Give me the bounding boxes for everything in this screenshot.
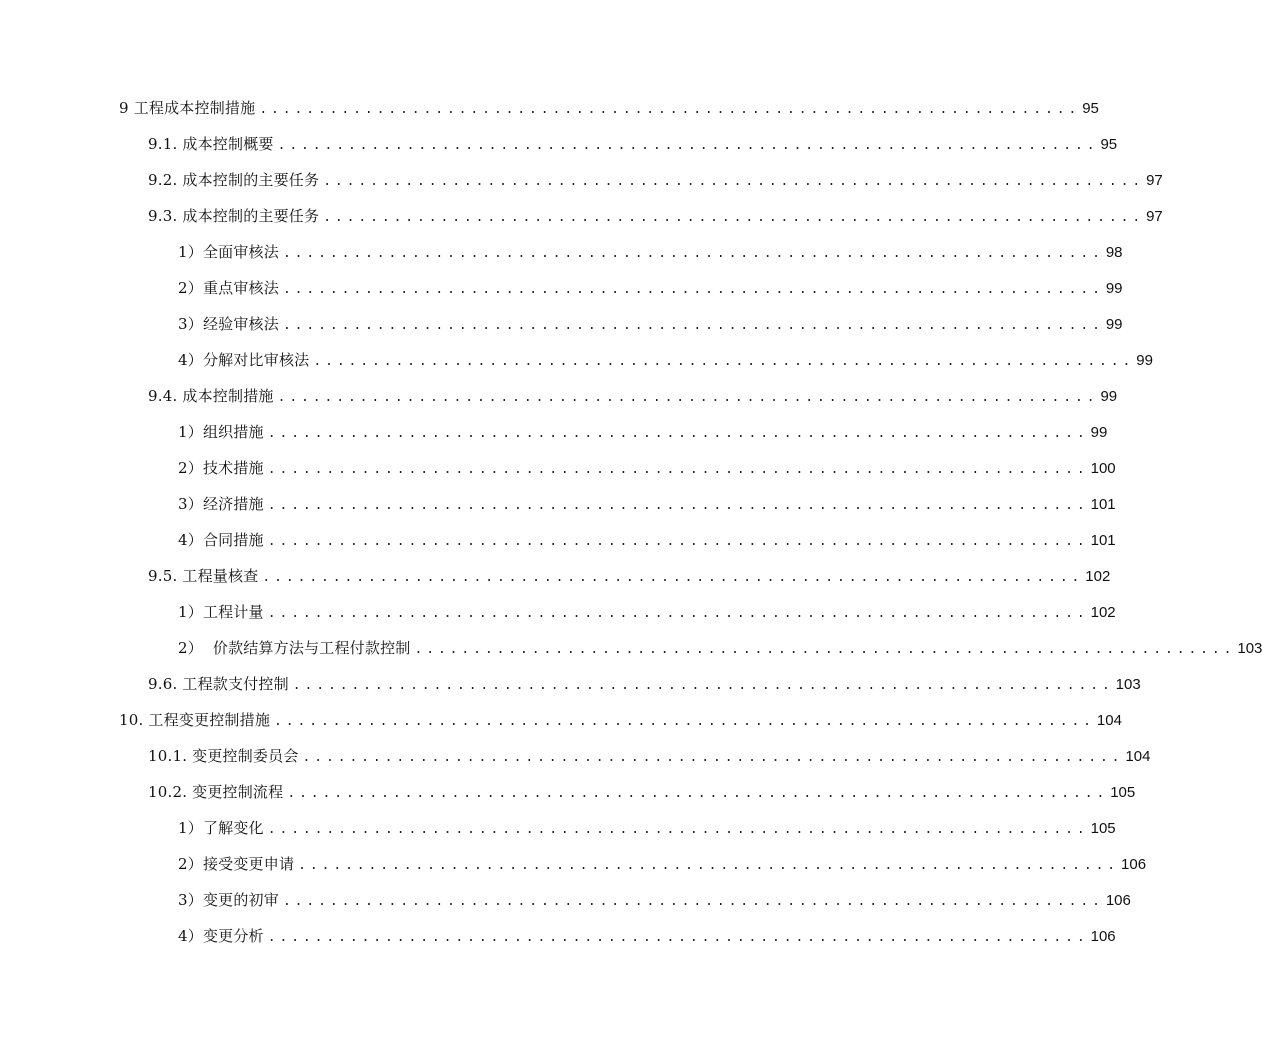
toc-entry-page: 104	[1096, 712, 1122, 729]
toc-entry-page: 100	[1090, 460, 1116, 477]
dot-leader: ......................................................................	[282, 318, 1104, 333]
toc-entry[interactable]	[148, 378, 1118, 414]
toc-entry-title: 4）变更分析	[178, 927, 264, 945]
toc-entry-page: 102	[1090, 604, 1116, 621]
toc-entry-title: 2）重点审核法	[178, 279, 279, 297]
toc-entry-page: 102	[1085, 568, 1111, 585]
toc-entry-title: 3）经验审核法	[178, 315, 279, 333]
toc-entry[interactable]	[178, 270, 1123, 306]
toc-entry[interactable]	[148, 666, 1141, 702]
toc-entry-page: 98	[1105, 244, 1123, 261]
toc-entry-title: 2） 价款结算方法与工程付款控制	[178, 639, 411, 657]
toc-entry[interactable]	[178, 414, 1108, 450]
toc-entry-page: 106	[1105, 892, 1131, 909]
toc-entry-page: 101	[1090, 532, 1116, 549]
toc-entry[interactable]	[119, 90, 1099, 126]
toc-entry-page: 97	[1146, 172, 1163, 189]
toc-entry-title: 3）经济措施	[178, 495, 264, 513]
toc-entry-title: 1）全面审核法	[178, 243, 279, 261]
dot-leader: ......................................................................	[267, 534, 1089, 549]
toc-entry[interactable]	[148, 558, 1111, 594]
toc-entry[interactable]	[119, 702, 1122, 738]
toc-entry-page: 104	[1125, 748, 1151, 765]
dot-leader: ......................................................................	[292, 678, 1114, 693]
dot-leader: ......................................................................	[267, 930, 1089, 945]
dot-leader: ......................................................................	[323, 174, 1145, 189]
dot-leader: ......................................................................	[267, 822, 1089, 837]
toc-entry-title: 10.1. 变更控制委员会	[148, 747, 299, 765]
toc-entry[interactable]	[178, 522, 1116, 558]
toc-entry[interactable]	[178, 594, 1116, 630]
toc-entry-title: 10.2. 变更控制流程	[148, 783, 284, 801]
toc-entry-title: 9.6. 工程款支付控制	[148, 675, 289, 693]
toc-entry[interactable]	[178, 630, 1262, 666]
toc-entry-page: 103	[1115, 676, 1141, 693]
toc-entry[interactable]	[148, 198, 1163, 234]
dot-leader: ......................................................................	[262, 570, 1084, 585]
toc-entry-page: 95	[1100, 136, 1118, 153]
toc-entry-page: 95	[1082, 100, 1099, 117]
dot-leader: ......................................................................	[267, 462, 1089, 477]
dot-leader: ......................................................................	[302, 750, 1124, 765]
toc-entry[interactable]	[178, 234, 1123, 270]
toc-entry-page: 97	[1146, 208, 1163, 225]
toc-entry[interactable]	[178, 882, 1131, 918]
toc-entry[interactable]	[178, 918, 1116, 954]
toc-entry-title: 9.5. 工程量核查	[148, 567, 259, 585]
toc-entry-title: 9.1. 成本控制概要	[148, 135, 274, 153]
toc-entry-page: 105	[1110, 784, 1136, 801]
toc-entry-title: 1）组织措施	[178, 423, 264, 441]
dot-leader: ......................................................................	[267, 606, 1089, 621]
toc-entry[interactable]	[178, 306, 1123, 342]
toc-entry-title: 9 工程成本控制措施	[119, 99, 256, 117]
toc-entry[interactable]	[178, 450, 1116, 486]
toc-entry-page: 99	[1136, 352, 1153, 369]
toc-entry[interactable]	[148, 126, 1118, 162]
dot-leader: ......................................................................	[277, 138, 1099, 153]
toc-entry[interactable]	[148, 738, 1151, 774]
dot-leader: ......................................................................	[298, 858, 1120, 873]
toc-entry-title: 10. 工程变更控制措施	[119, 711, 271, 729]
toc-entry-page: 106	[1121, 856, 1147, 873]
toc-entry-title: 9.4. 成本控制措施	[148, 387, 274, 405]
dot-leader: ......................................................................	[313, 354, 1135, 369]
dot-leader: ......................................................................	[414, 642, 1236, 657]
toc-entry-title: 1）工程计量	[178, 603, 264, 621]
toc-entry-page: 105	[1090, 820, 1116, 837]
dot-leader: ......................................................................	[274, 714, 1095, 729]
dot-leader: ......................................................................	[282, 894, 1104, 909]
toc-entry-page: 99	[1105, 316, 1123, 333]
toc-entry-page: 99	[1105, 280, 1123, 297]
dot-leader: ......................................................................	[267, 498, 1089, 513]
toc-entry-title: 1）了解变化	[178, 819, 264, 837]
toc-entry-title: 4）分解对比审核法	[178, 351, 310, 369]
dot-leader: ......................................................................	[259, 102, 1081, 117]
toc-entry[interactable]	[178, 342, 1153, 378]
toc-entry-page: 106	[1090, 928, 1116, 945]
toc-entry-page: 103	[1237, 640, 1262, 657]
toc-entry-title: 2）接受变更申请	[178, 855, 295, 873]
toc-entry-title: 4）合同措施	[178, 531, 264, 549]
toc-entry-page: 99	[1090, 424, 1108, 441]
dot-leader: ......................................................................	[282, 282, 1104, 297]
toc-entry-page: 101	[1090, 496, 1116, 513]
dot-leader: ......................................................................	[323, 210, 1145, 225]
dot-leader: ......................................................................	[267, 426, 1089, 441]
toc-entry[interactable]	[178, 810, 1116, 846]
toc-entry[interactable]	[178, 846, 1147, 882]
toc-entry-title: 9.3. 成本控制的主要任务	[148, 207, 320, 225]
toc-entry-page: 99	[1100, 388, 1118, 405]
toc-entry[interactable]	[178, 486, 1116, 522]
toc-entry[interactable]	[148, 162, 1163, 198]
dot-leader: ......................................................................	[287, 786, 1109, 801]
toc-entry-title: 9.2. 成本控制的主要任务	[148, 171, 320, 189]
dot-leader: ......................................................................	[277, 390, 1099, 405]
toc-entry-title: 3）变更的初审	[178, 891, 279, 909]
dot-leader: ......................................................................	[282, 246, 1104, 261]
toc-entry-title: 2）技术措施	[178, 459, 264, 477]
toc-entry[interactable]	[148, 774, 1136, 810]
